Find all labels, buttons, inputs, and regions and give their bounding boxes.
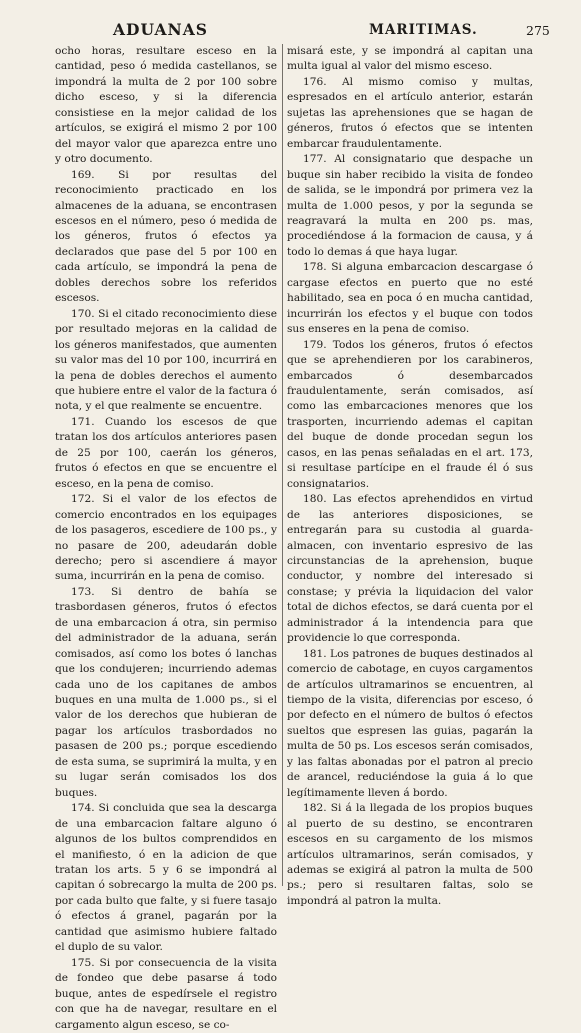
page-number: 275 (526, 23, 550, 38)
article-number: 170. (71, 307, 95, 320)
article-number: 181. (303, 647, 327, 660)
article-number: 178. (303, 261, 327, 274)
article-number: 182. (303, 802, 327, 815)
article-paragraph (287, 492, 533, 647)
article-text: Cuando los escesos de que tratan los dos artículos anteriores pasen de 25 por 100, caerán los géneros, frutos ó efectos en que se encuentre el esceso, en la pena de comiso. (55, 415, 278, 490)
article-paragraph (287, 260, 533, 337)
article-number: 179. (303, 338, 327, 351)
article-paragraph (55, 956, 277, 1033)
article-text: Todos los géneros, frutos ó efectos que se aprehendieren por los carabineros, embarcados ó desembarcados fraudulentamente, serán comisados, así como las embarcaciones menores que los trasporten, incurriendo ademas el capitan del buque de donde procedan segun los casos, en las penas señaladas en el art. 173, si resultase partícipe en el fraude él ó sus consignatarios. (287, 338, 533, 490)
article-number: 180. (303, 493, 327, 506)
article-text: Si el citado reconocimiento diese por resultado mejoras en la calidad de los géneros manifestados, que aumenten su valor mas del 10 por 100, incurrirá en la pena de dobles derechos el aumento que hubiere entre el valor de la factura ó nota, y el que realmente se encuentre. (55, 307, 277, 413)
article-paragraph (287, 75, 533, 152)
article-paragraph (287, 338, 533, 493)
article-text: misará este, y se impondrá al capitan una multa igual al valor del mismo esceso. (287, 45, 533, 73)
article-paragraph (287, 152, 533, 260)
article-paragraph (55, 307, 277, 415)
article-text: Al mismo comiso y multas, espresados en el artículo anterior, estarán sujetas las aprehensiones que se hagan de géneros, frutos ó efectos que se intenten embarcar fraudulentamente. (287, 75, 534, 150)
article-text: Si por resultas del reconocimiento practicado en los almacenes de la aduana, se encontrasen escesos en el número, peso ó medida de los géneros, frutos ó efectos ya declarados que pase del 5 por 100 en cada artículo, se impondrá la pena de dobles derechos sobre los referidos escesos. (55, 168, 277, 305)
article-text: Si dentro de bahía se trasbordasen géneros, frutos ó efectos de una embarcacion á otra, sin permiso del administrador de la aduana, serán comisados, así como los botes ó lanchas que los condujeren; incurriendo ademas cada uno de los capitanes de ambos buques en una multa de 1.000 ps., si el valor de los derechos que hubieran de pagar los artículos trasbordados no pasasen de 200 ps.; porque escediendo de esta suma, se suprimirá la multa, y en su lugar serán comisados los dos buques. (55, 585, 277, 799)
article-paragraph (55, 168, 277, 307)
article-paragraph (55, 415, 277, 492)
article-text: Al consignatario que despache un buque sin haber recibido la visita de fondeo de salida, se le impondrá por primera vez la multa de 1.000 pesos, y por la segunda se reagravará la multa en 200 ps. mas, procediéndose á la formacion de causa, y á todo lo demas á que haya lugar. (287, 153, 533, 258)
article-number: 177. (303, 153, 327, 166)
article-text: Los patrones de buques destinados al comercio de cabotage, en cuyos cargamentos de artículos ultramarinos se encuentren, al tiempo de la visita, diferencias por esceso, ó por defecto en el número de bultos ó efectos sueltos que espresen las guias, pagarán la multa de 50 ps. Los escesos serán comisados, y las faltas abonadas por el patron al precio de arancel, reduciéndose la guia á lo que legítimamente lleven á bordo. (287, 647, 533, 799)
article-paragraph (287, 647, 533, 802)
left-text-column (55, 44, 277, 1033)
article-text: Si á la llegada de los propios buques al puerto de su destino, se encontraren escesos en su cargamento de los mismos artículos ultramarinos, serán comisados, y ademas se exigirá al patron la multa de 500 ps.; pero si resultaren faltas, solo se impondrá al patron la multa. (287, 802, 533, 907)
article-text: Si alguna embarcacion descargase ó cargase efectos en puerto que no esté habilitado, sea en poca ó en mucha cantidad, incurrirán los efectos y el buque con todos sus enseres en la pena de comiso. (287, 261, 533, 336)
article-text: Si el valor de los efectos de comercio encontrados en los equipages de los pasageros, escediere de 100 ps., y no pasare de 200, adeudarán doble derecho; pero si ascendiere á mayor suma, incurrirán en la pena de comiso. (55, 493, 277, 583)
article-number: 174. (71, 802, 95, 815)
article-number: 171. (71, 415, 95, 428)
page-header (0, 20, 581, 44)
article-number: 172. (71, 493, 95, 506)
running-title-right: MARITIMAS. (369, 22, 478, 38)
article-paragraph (287, 801, 533, 909)
article-paragraph (55, 492, 277, 585)
article-paragraph (55, 801, 277, 956)
article-text: Si concluida que sea la descarga de una embarcacion faltare alguno ó algunos de los bultos comprendidos en el manifiesto, ó en la adicion de que tratan los arts. 5 y 6 se impondrá al capitan ó sobrecargo la multa de 200 ps. por cada bulto que falte, y si fuere tasajo ó efectos á granel, pagarán por la cantidad que asimismo hubiere faltado el duplo de su valor. (55, 802, 277, 954)
right-text-column (287, 44, 533, 909)
article-paragraph (287, 44, 533, 75)
article-number: 169. (71, 168, 95, 181)
running-title-left: ADUANAS (113, 20, 208, 39)
article-text: Las efectos aprehendidos en virtud de las anteriores disposiciones, se entregarán para su custodia al guarda-almacen, con inventario espresivo de las circunstancias de la aprehension, buque conductor, y nombre del interesado si constase; y prévia la liquidacion del valor total de dichos efectos, se dará cuenta por el administrador á la intendencia para que providencie lo que corresponda. (287, 493, 533, 645)
article-number: 175. (71, 956, 95, 969)
article-text: ocho horas, resultare esceso en la cantidad, peso ó medida castellanos, se impondrá la multa de 2 por 100 sobre dicho esceso, y si la diferencia consistiese en la mejor calidad de los artículos, se exigirá el mismo 2 por 100 del mayor valor que aparezca entre uno y otro documento. (55, 45, 277, 166)
article-paragraph (55, 585, 277, 801)
column-divider (282, 44, 283, 886)
article-number: 176. (303, 75, 327, 88)
article-number: 173. (71, 585, 95, 598)
article-paragraph (55, 44, 277, 168)
article-text: Si por consecuencia de la visita de fondeo que debe pasarse á todo buque, antes de espedírsele el registro con que ha de navegar, resultare en el cargamento algun esceso, se co- (55, 956, 277, 1031)
